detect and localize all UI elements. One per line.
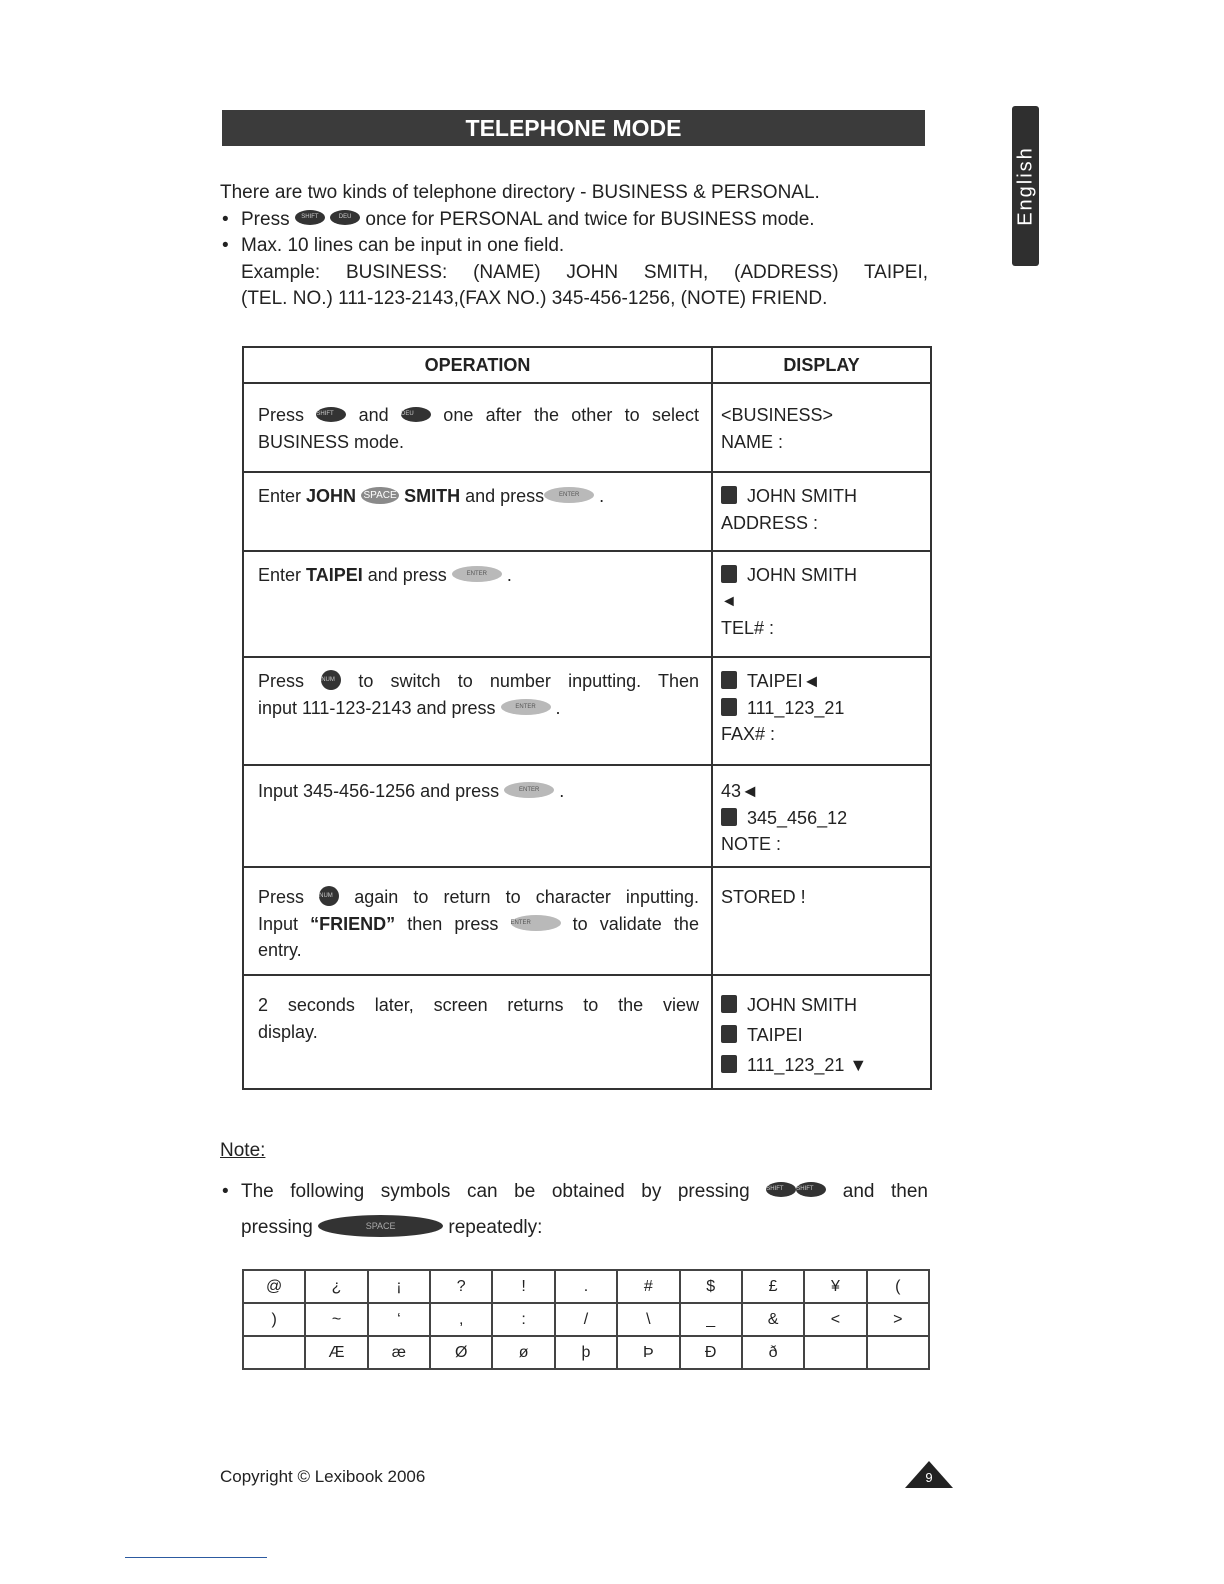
space-key-icon: SPACE (361, 487, 399, 504)
table-row (243, 975, 931, 1089)
symbol-cell: / (555, 1303, 617, 1336)
intro-bullet-1: • Press SHIFT DEU once for PERSONAL and twice for BUSINESS mode. (220, 207, 928, 234)
language-tab (1012, 106, 1039, 266)
symbol-cell (804, 1336, 866, 1369)
symbol-cell: > (867, 1303, 929, 1336)
table-row (243, 551, 931, 657)
intro-line: There are two kinds of telephone directory - BUSINESS & PERSONAL. (220, 182, 820, 203)
symbol-cell: ? (430, 1270, 492, 1303)
symbol-cell: ¡ (368, 1270, 430, 1303)
display-cell: 43◄ 345_456_12 NOTE : (712, 765, 931, 867)
symbol-cell: & (742, 1303, 804, 1336)
display-cell: JOHN SMITH ADDRESS : (712, 472, 931, 551)
telephone-icon (721, 698, 737, 716)
symbol-cell: ‘ (368, 1303, 430, 1336)
display-cell: JOHN SMITH ◄ TEL# : (712, 551, 931, 657)
symbol-cell: ( (867, 1270, 929, 1303)
symbol-cell: þ (555, 1336, 617, 1369)
symbol-cell: Þ (617, 1336, 679, 1369)
symbol-cell: ~ (305, 1303, 367, 1336)
operation-cell: Press NUM again to return to character inputting. Input “FRIEND” then press ENTER to validate the entry. (243, 867, 712, 975)
example-line-1: Example: BUSINESS: (NAME) JOHN SMITH, (ADDRESS) TAIPEI, (241, 261, 928, 283)
fax-icon (721, 808, 737, 826)
name-icon (721, 995, 737, 1013)
operation-cell: Enter TAIPEI and press ENTER . (243, 551, 712, 657)
symbol-cell: _ (680, 1303, 742, 1336)
table-row (243, 472, 931, 551)
note-text: • The following symbols can be obtained by pressing SHIFT SHIFT and then pressing SPACE repeatedly: (220, 1174, 928, 1246)
symbol-cell: ) (243, 1303, 305, 1336)
symbol-table (242, 1269, 930, 1370)
symbol-cell: , (430, 1303, 492, 1336)
shift-key-icon: SHIFT (796, 1182, 826, 1197)
symbol-cell: \ (617, 1303, 679, 1336)
num-key-icon: NUM (321, 670, 341, 690)
symbol-cell: @ (243, 1270, 305, 1303)
table-row (243, 383, 931, 472)
symbol-cell: # (617, 1270, 679, 1303)
symbol-cell: ¿ (305, 1270, 367, 1303)
page-number: 9 (905, 1461, 953, 1488)
table-header-row (243, 347, 931, 383)
intro-text (220, 180, 928, 313)
symbol-cell (867, 1336, 929, 1369)
table-row (243, 867, 931, 975)
operation-cell: Press SHIFT and DEU one after the other to select BUSINESS mode. (243, 383, 712, 472)
enter-key-icon: ENTER (504, 782, 554, 798)
operation-cell: Press NUM to switch to number inputting. Then input 111-123-2143 and press ENTER . (243, 657, 712, 765)
symbol-cell: $ (680, 1270, 742, 1303)
address-icon (721, 1025, 737, 1043)
telephone-icon (721, 1055, 737, 1073)
deu-key-icon: DEU (330, 210, 360, 225)
bottom-rule (125, 1557, 267, 1558)
page-title: TELEPHONE MODE (222, 110, 925, 146)
shift-key-icon: SHIFT (316, 407, 346, 422)
display-cell: <BUSINESS> NAME : (712, 383, 931, 472)
intro-bullet-2: • Max. 10 lines can be input in one field. (220, 233, 928, 260)
shift-key-icon: SHIFT (766, 1182, 796, 1197)
symbol-cell: < (804, 1303, 866, 1336)
copyright: Copyright © Lexibook 2006 (220, 1467, 426, 1486)
symbol-cell: £ (742, 1270, 804, 1303)
operation-cell: Input 345-456-1256 and press ENTER . (243, 765, 712, 867)
symbol-row-2 (243, 1303, 929, 1336)
symbol-cell: : (492, 1303, 554, 1336)
symbol-cell: Æ (305, 1336, 367, 1369)
symbol-cell: ø (492, 1336, 554, 1369)
display-cell: JOHN SMITH TAIPEI 111_123_21 ▼ (712, 975, 931, 1089)
display-cell: STORED ! (712, 867, 931, 975)
shift-key-icon: SHIFT (295, 210, 325, 225)
enter-key-icon: ENTER (544, 487, 594, 503)
operation-cell: Enter JOHN SPACE SMITH and press ENTER . (243, 472, 712, 551)
table-row (243, 765, 931, 867)
name-icon (721, 486, 737, 504)
name-icon (721, 565, 737, 583)
num-key-icon: NUM (319, 886, 339, 906)
operation-cell: 2 seconds later, screen returns to the view display. (243, 975, 712, 1089)
operation-table (242, 346, 932, 1090)
enter-key-icon: ENTER (501, 699, 551, 715)
example-line-2: (TEL. NO.) 111-123-2143,(FAX NO.) 345-456-1256, (NOTE) FRIEND. (241, 288, 828, 309)
enter-key-icon: ENTER (511, 915, 561, 931)
header-display: DISPLAY (712, 347, 931, 383)
enter-key-icon: ENTER (452, 566, 502, 582)
header-operation: OPERATION (243, 347, 712, 383)
deu-key-icon: DEU (401, 407, 431, 422)
symbol-row-1 (243, 1270, 929, 1303)
language-tab-label: English (1014, 146, 1036, 226)
symbol-cell: æ (368, 1336, 430, 1369)
symbol-row-3 (243, 1336, 929, 1369)
symbol-cell: Ð (680, 1336, 742, 1369)
symbol-cell: ! (492, 1270, 554, 1303)
symbol-cell (243, 1336, 305, 1369)
symbol-cell: Ø (430, 1336, 492, 1369)
symbol-cell: ¥ (804, 1270, 866, 1303)
address-icon (721, 671, 737, 689)
symbol-cell: ð (742, 1336, 804, 1369)
table-row (243, 657, 931, 765)
space-key-icon: SPACE (318, 1215, 443, 1237)
symbol-cell: . (555, 1270, 617, 1303)
display-cell: TAIPEI◄ 111_123_21 FAX# : (712, 657, 931, 765)
note-title: Note: (220, 1140, 266, 1161)
